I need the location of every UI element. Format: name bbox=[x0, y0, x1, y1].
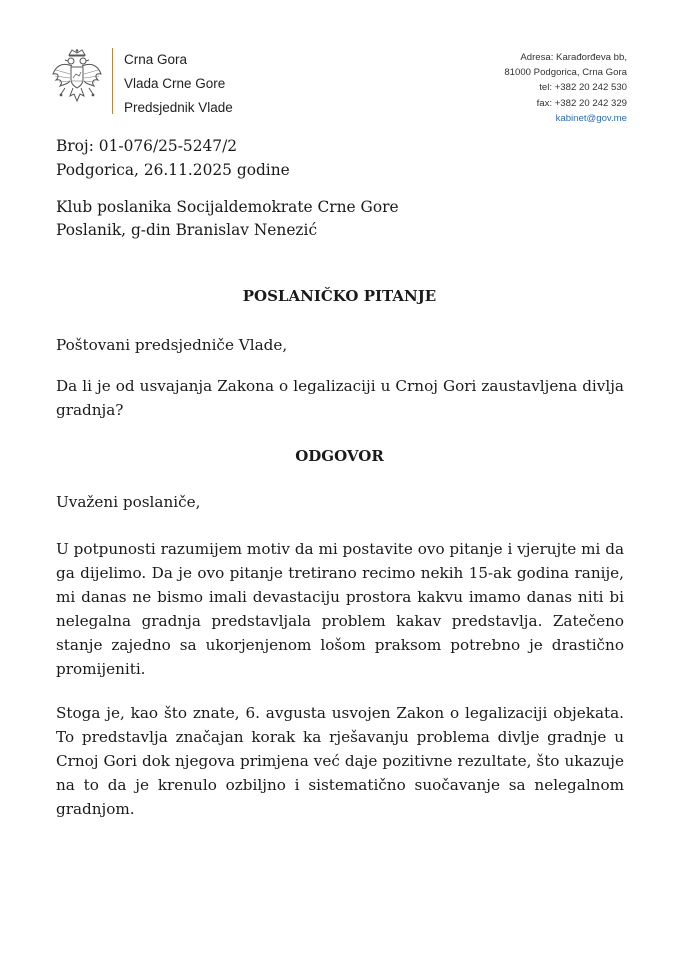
org-government: Vlada Crne Gore bbox=[124, 76, 226, 91]
reference-number: Broj: 01-076/25-5247/2 bbox=[56, 137, 238, 155]
contact-block bbox=[504, 50, 627, 126]
contact-address-line-1: Adresa: Karađorđeva bb, bbox=[520, 52, 627, 63]
addressee-block bbox=[56, 196, 399, 242]
reference-block bbox=[56, 134, 290, 182]
answer-heading: ODGOVOR bbox=[295, 447, 384, 465]
place-date: Podgorica, 26.11.2025 godine bbox=[56, 161, 290, 179]
contact-tel: tel: +382 20 242 530 bbox=[539, 82, 627, 94]
contact-fax: fax: +382 20 242 329 bbox=[536, 97, 627, 109]
contact-email-link[interactable]: kabinet@gov.me bbox=[555, 112, 627, 124]
addressee-name: Poslanik, g-din Branislav Nenezić bbox=[56, 221, 318, 239]
letterhead bbox=[50, 48, 630, 124]
contact-address-line-2: 81000 Podgorica, Crna Gora bbox=[504, 67, 627, 79]
answer-paragraph-2: Stoga je, kao što znate, 6. avgusta usvojen Zakon o legalizaciji objekata. To predstavlja značajan korak ka rješavanju problema divlje gradnje u Crnoj Gori dok njegova primjena već daje pozitivne rezultate, što ukazuje na to da je krenulo ozbiljno i sistematično suočavanje sa nelegalnom gradnjom. bbox=[56, 704, 624, 818]
answer-paragraph-1: U potpunosti razumijem motiv da mi postavite ovo pitanje i vjerujte mi da ga dijelimo. Da je ovo pitanje tretirano recimo nekih 15-ak godina ranije, mi danas ne bismo imali devastaciju prostora kakvu imamo danas niti bi nelegalna gradnja predstavljala problem kakav predstavlja. Zatečeno stanje zajedno sa ukorjenjenom lošom praksom potrebno je drastično promijeniti. bbox=[56, 540, 624, 678]
question-heading: POSLANIČKO PITANJE bbox=[242, 287, 437, 305]
org-office: Predsjednik Vlade bbox=[124, 100, 233, 115]
header-divider bbox=[112, 48, 113, 114]
question-greeting: Poštovani predsjedniče Vlade, bbox=[56, 336, 288, 354]
answer-greeting: Uvaženi poslaniče, bbox=[56, 493, 201, 511]
institution-name bbox=[124, 48, 233, 120]
addressee-club: Klub poslanika Socijaldemokrate Crne Gore bbox=[56, 198, 399, 216]
question-text: Da li je od usvajanja Zakona o legalizaciji u Crnoj Gori zaustavljena divlja gradnja? bbox=[56, 377, 624, 419]
org-country: Crna Gora bbox=[124, 52, 188, 67]
montenegro-coat-of-arms-icon bbox=[50, 48, 104, 108]
